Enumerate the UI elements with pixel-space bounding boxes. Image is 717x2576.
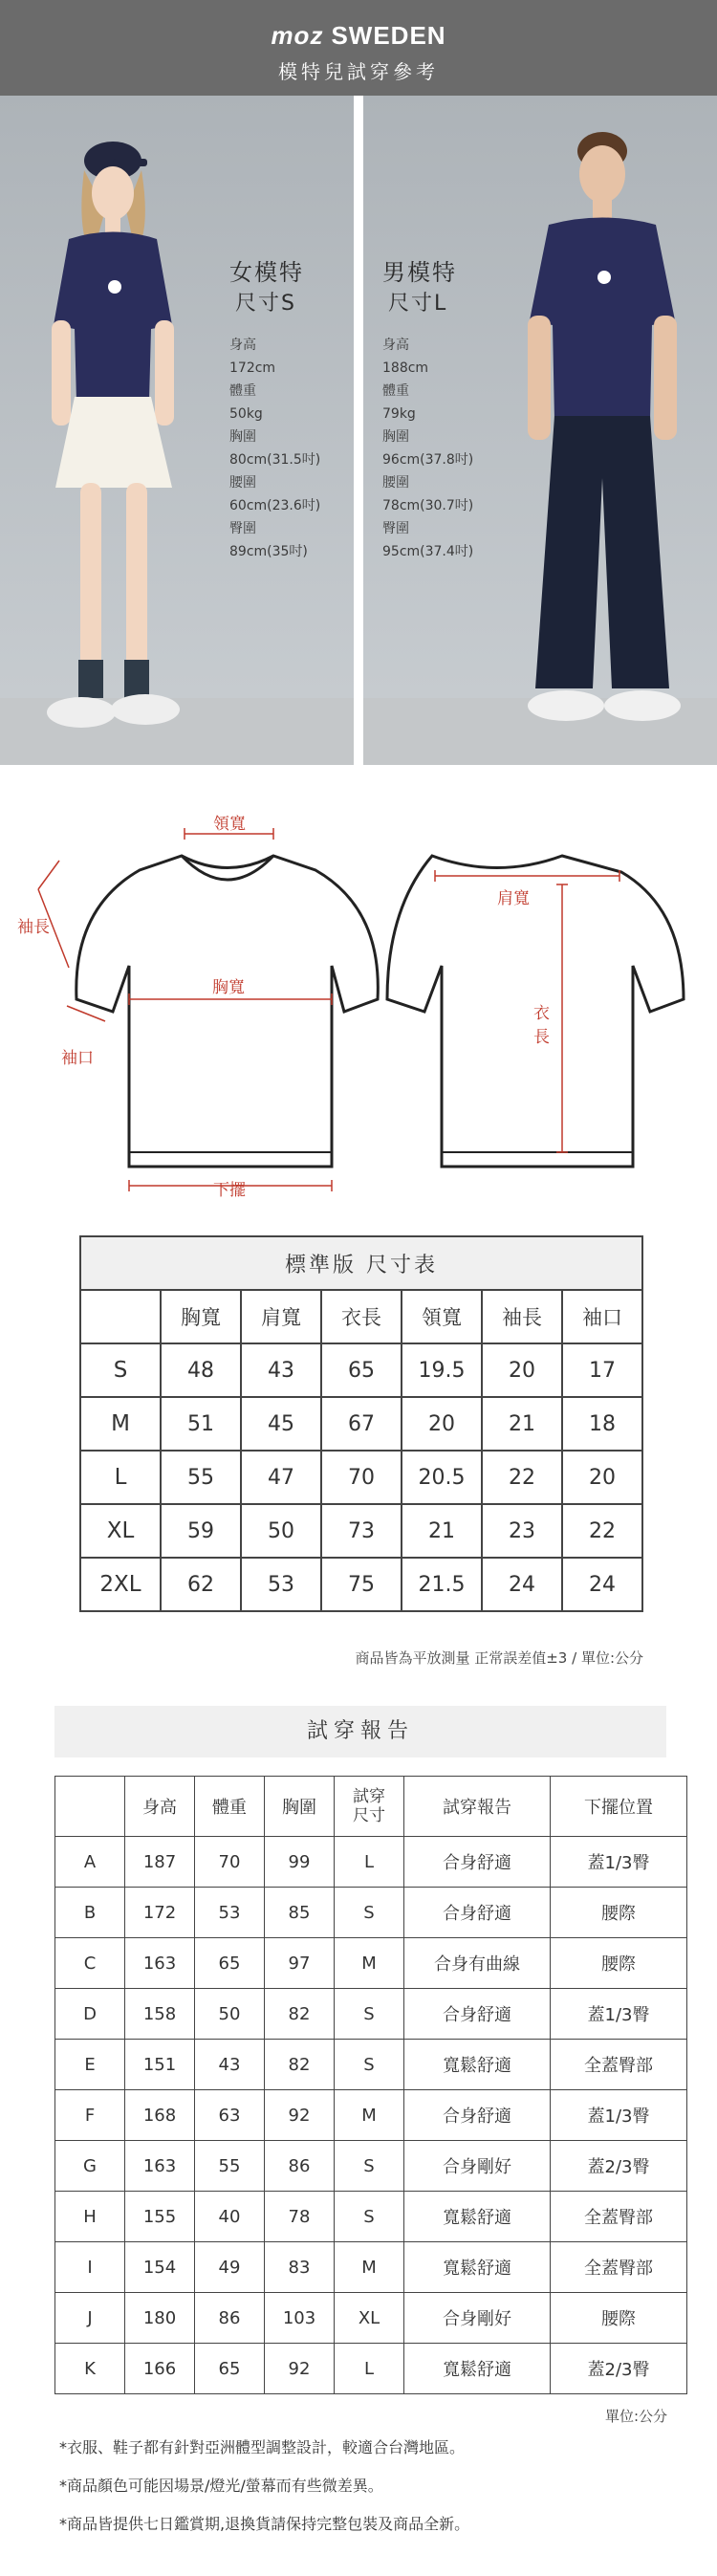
brand-logo: [0, 0, 717, 51]
report-row: [55, 1938, 687, 1989]
size-value: 23: [482, 1504, 562, 1558]
spec-value: 95cm(37.4吋): [382, 544, 474, 559]
size-value: 21: [482, 1397, 562, 1451]
report-cell: 合身有曲線: [404, 1938, 551, 1989]
report-cell: 53: [195, 1888, 265, 1938]
tshirt-diagram: [0, 765, 717, 1200]
female-model-specs: [229, 334, 320, 563]
report-cell: 65: [195, 1938, 265, 1989]
report-cell: 全蓋臀部: [551, 2192, 687, 2242]
male-model-card: [363, 96, 717, 765]
brand-moz: moz: [271, 21, 324, 50]
report-cell: 蓋1/3臀: [551, 1989, 687, 2040]
report-header: 身高: [125, 1777, 195, 1837]
label-shoulder: 肩寬: [497, 889, 530, 908]
report-cell: 腰際: [551, 2293, 687, 2344]
report-header: [55, 1777, 125, 1837]
report-row: [55, 2090, 687, 2141]
male-model-specs: [382, 334, 473, 563]
report-row: [55, 1989, 687, 2040]
report-header: 體重: [195, 1777, 265, 1837]
size-value: 22: [562, 1504, 642, 1558]
report-cell: 全蓋臀部: [551, 2242, 687, 2293]
female-model-title: 女模特: [229, 259, 304, 286]
report-row: [55, 2293, 687, 2344]
size-table-header: 袖口: [562, 1290, 642, 1343]
note-line: *商品皆提供七日鑑賞期,退換貨請保持完整包裝及商品全新。: [59, 2515, 470, 2533]
report-cell: 合身剛好: [404, 2141, 551, 2192]
spec-value: 188cm: [382, 360, 429, 376]
report-row-label: H: [55, 2192, 125, 2242]
size-value: 22: [482, 1451, 562, 1504]
report-cell: 83: [265, 2242, 335, 2293]
report-cell: 70: [195, 1837, 265, 1888]
size-value: 73: [321, 1504, 402, 1558]
report-cell: 合身舒適: [404, 2090, 551, 2141]
spec-value: 172cm: [229, 360, 276, 376]
spec-label: 胸圍: [229, 429, 256, 445]
fit-report-table: [54, 1776, 687, 2394]
spec-value: 89cm(35吋): [229, 544, 308, 559]
report-cell: 82: [265, 2040, 335, 2090]
report-cell: 合身舒適: [404, 1837, 551, 1888]
report-cell: S: [335, 1888, 404, 1938]
spec-value: 78cm(30.7吋): [382, 498, 474, 513]
report-cell: 蓋2/3臀: [551, 2141, 687, 2192]
size-value: 50: [241, 1504, 321, 1558]
measurement-diagram: [0, 765, 717, 1200]
size-table-row: [80, 1343, 642, 1397]
report-cell: S: [335, 2192, 404, 2242]
report-cell: 168: [125, 2090, 195, 2141]
size-label: M: [80, 1397, 161, 1451]
size-value: 59: [161, 1504, 241, 1558]
report-unit: 單位:公分: [604, 2408, 667, 2425]
report-cell: M: [335, 2090, 404, 2141]
size-label: XL: [80, 1504, 161, 1558]
spec-value: 79kg: [382, 406, 416, 422]
report-cell: L: [335, 2344, 404, 2394]
label-cuff: 袖口: [61, 1049, 94, 1068]
size-label: 2XL: [80, 1558, 161, 1611]
report-cell: 43: [195, 2040, 265, 2090]
label-sleeve-length: 袖長: [17, 918, 50, 937]
size-value: 19.5: [402, 1343, 482, 1397]
male-model-photo: [507, 115, 698, 765]
report-cell: 154: [125, 2242, 195, 2293]
report-cell: 63: [195, 2090, 265, 2141]
model-photos: [0, 96, 717, 765]
report-cell: 163: [125, 2141, 195, 2192]
report-cell: M: [335, 2242, 404, 2293]
size-label: L: [80, 1451, 161, 1504]
label-collar: 領寬: [213, 815, 246, 834]
spec-label: 腰圍: [229, 475, 256, 491]
size-value: 51: [161, 1397, 241, 1451]
report-cell: 49: [195, 2242, 265, 2293]
report-cell: 82: [265, 1989, 335, 2040]
report-cell: 55: [195, 2141, 265, 2192]
spec-value: 80cm(31.5吋): [229, 452, 321, 468]
report-cell: 97: [265, 1938, 335, 1989]
size-value: 24: [562, 1558, 642, 1611]
fit-report: [54, 1776, 666, 2394]
size-value: 17: [562, 1343, 642, 1397]
size-value: 75: [321, 1558, 402, 1611]
size-table-header: 肩寬: [241, 1290, 321, 1343]
report-cell: 腰際: [551, 1938, 687, 1989]
female-model-card: [0, 96, 354, 765]
size-value: 20: [562, 1451, 642, 1504]
report-header: 試穿 尺寸: [335, 1777, 404, 1837]
male-model-info: [382, 253, 473, 563]
spec-label: 體重: [382, 383, 409, 399]
size-value: 20.5: [402, 1451, 482, 1504]
label-hem: 下擺: [213, 1181, 246, 1200]
report-cell: 寬鬆舒適: [404, 2242, 551, 2293]
size-table-row: [80, 1558, 642, 1611]
size-table-row: [80, 1451, 642, 1504]
size-value: 45: [241, 1397, 321, 1451]
report-cell: 50: [195, 1989, 265, 2040]
spec-label: 胸圍: [382, 429, 409, 445]
female-model-photo: [38, 124, 191, 755]
report-header: 下擺位置: [551, 1777, 687, 1837]
report-cell: 155: [125, 2192, 195, 2242]
size-value: 21: [402, 1504, 482, 1558]
report-cell: 172: [125, 1888, 195, 1938]
report-cell: 寬鬆舒適: [404, 2192, 551, 2242]
report-cell: L: [335, 1837, 404, 1888]
report-cell: 65: [195, 2344, 265, 2394]
report-cell: 158: [125, 1989, 195, 2040]
report-cell: 78: [265, 2192, 335, 2242]
spec-label: 臀圍: [229, 521, 256, 536]
report-row-label: A: [55, 1837, 125, 1888]
label-chest: 胸寬: [212, 978, 245, 997]
report-cell: 蓋1/3臀: [551, 1837, 687, 1888]
spec-label: 臀圍: [382, 521, 409, 536]
report-row-label: I: [55, 2242, 125, 2293]
notes: [59, 2429, 469, 2543]
report-cell: 86: [265, 2141, 335, 2192]
report-cell: 合身舒適: [404, 1989, 551, 2040]
report-cell: 151: [125, 2040, 195, 2090]
size-label: S: [80, 1343, 161, 1397]
spec-label: 身高: [382, 338, 409, 353]
spec-value: 60cm(23.6吋): [229, 498, 321, 513]
report-row-label: C: [55, 1938, 125, 1989]
size-table-row: [80, 1397, 642, 1451]
size-table-header: 衣長: [321, 1290, 402, 1343]
female-model-size: 尺寸S: [235, 292, 296, 316]
size-value: 47: [241, 1451, 321, 1504]
report-cell: 103: [265, 2293, 335, 2344]
size-value: 70: [321, 1451, 402, 1504]
report-cell: 85: [265, 1888, 335, 1938]
header: [0, 0, 717, 96]
spec-label: 腰圍: [382, 475, 409, 491]
size-value: 43: [241, 1343, 321, 1397]
size-value: 20: [402, 1397, 482, 1451]
report-header: 胸圍: [265, 1777, 335, 1837]
label-body-length-2: 長: [533, 1028, 550, 1047]
report-cell: 92: [265, 2090, 335, 2141]
size-table-header: 領寬: [402, 1290, 482, 1343]
report-cell: 40: [195, 2192, 265, 2242]
report-cell: 99: [265, 1837, 335, 1888]
report-row-label: K: [55, 2344, 125, 2394]
size-table-header: 胸寬: [161, 1290, 241, 1343]
report-row: [55, 1888, 687, 1938]
size-table-header: 袖長: [482, 1290, 562, 1343]
note-line: *商品顏色可能因場景/燈光/螢幕而有些微差異。: [59, 2477, 383, 2495]
size-value: 65: [321, 1343, 402, 1397]
fit-report-title: 試穿報告: [54, 1706, 666, 1757]
size-table-header: [80, 1290, 161, 1343]
report-row: [55, 1837, 687, 1888]
spec-label: 身高: [229, 338, 256, 353]
size-value: 18: [562, 1397, 642, 1451]
report-row: [55, 2141, 687, 2192]
report-row: [55, 2192, 687, 2242]
report-row-label: E: [55, 2040, 125, 2090]
report-cell: 蓋2/3臀: [551, 2344, 687, 2394]
report-cell: 166: [125, 2344, 195, 2394]
spec-value: 50kg: [229, 406, 263, 422]
report-row: [55, 2040, 687, 2090]
size-table-caption: 標準版 尺寸表: [80, 1236, 642, 1290]
report-cell: 蓋1/3臀: [551, 2090, 687, 2141]
report-cell: 腰際: [551, 1888, 687, 1938]
report-cell: 全蓋臀部: [551, 2040, 687, 2090]
label-body-length-1: 衣: [533, 1004, 550, 1023]
spec-label: 體重: [229, 383, 256, 399]
report-cell: S: [335, 2040, 404, 2090]
report-row-label: G: [55, 2141, 125, 2192]
size-table-note: 商品皆為平放測量 正常誤差值±3 / 單位:公分: [355, 1649, 643, 1667]
report-cell: 寬鬆舒適: [404, 2344, 551, 2394]
report-cell: M: [335, 1938, 404, 1989]
size-table-row: [80, 1504, 642, 1558]
size-value: 67: [321, 1397, 402, 1451]
size-table: [79, 1235, 643, 1612]
size-value: 20: [482, 1343, 562, 1397]
size-value: 21.5: [402, 1558, 482, 1611]
report-row: [55, 2242, 687, 2293]
report-cell: XL: [335, 2293, 404, 2344]
size-value: 53: [241, 1558, 321, 1611]
spec-value: 96cm(37.8吋): [382, 452, 474, 468]
report-cell: 合身舒適: [404, 1888, 551, 1938]
report-row-label: D: [55, 1989, 125, 2040]
size-value: 55: [161, 1451, 241, 1504]
note-line: *衣服、鞋子都有針對亞洲體型調整設計，較適合台灣地區。: [59, 2438, 466, 2456]
report-cell: S: [335, 1989, 404, 2040]
report-cell: 92: [265, 2344, 335, 2394]
report-row-label: J: [55, 2293, 125, 2344]
report-cell: S: [335, 2141, 404, 2192]
report-header: 試穿報告: [404, 1777, 551, 1837]
report-row-label: F: [55, 2090, 125, 2141]
female-model-info: [229, 253, 320, 563]
size-value: 62: [161, 1558, 241, 1611]
report-cell: 86: [195, 2293, 265, 2344]
male-model-size: 尺寸L: [388, 292, 448, 316]
size-value: 48: [161, 1343, 241, 1397]
report-cell: 寬鬆舒適: [404, 2040, 551, 2090]
size-value: 24: [482, 1558, 562, 1611]
report-row-label: B: [55, 1888, 125, 1938]
page-subtitle: 模特兒試穿參考: [278, 60, 439, 83]
size-chart: [79, 1235, 643, 1612]
report-cell: 163: [125, 1938, 195, 1989]
report-cell: 合身剛好: [404, 2293, 551, 2344]
report-cell: 180: [125, 2293, 195, 2344]
report-row: [55, 2344, 687, 2394]
brand-sweden: SWEDEN: [331, 21, 446, 50]
male-model-title: 男模特: [382, 259, 457, 286]
report-cell: 187: [125, 1837, 195, 1888]
